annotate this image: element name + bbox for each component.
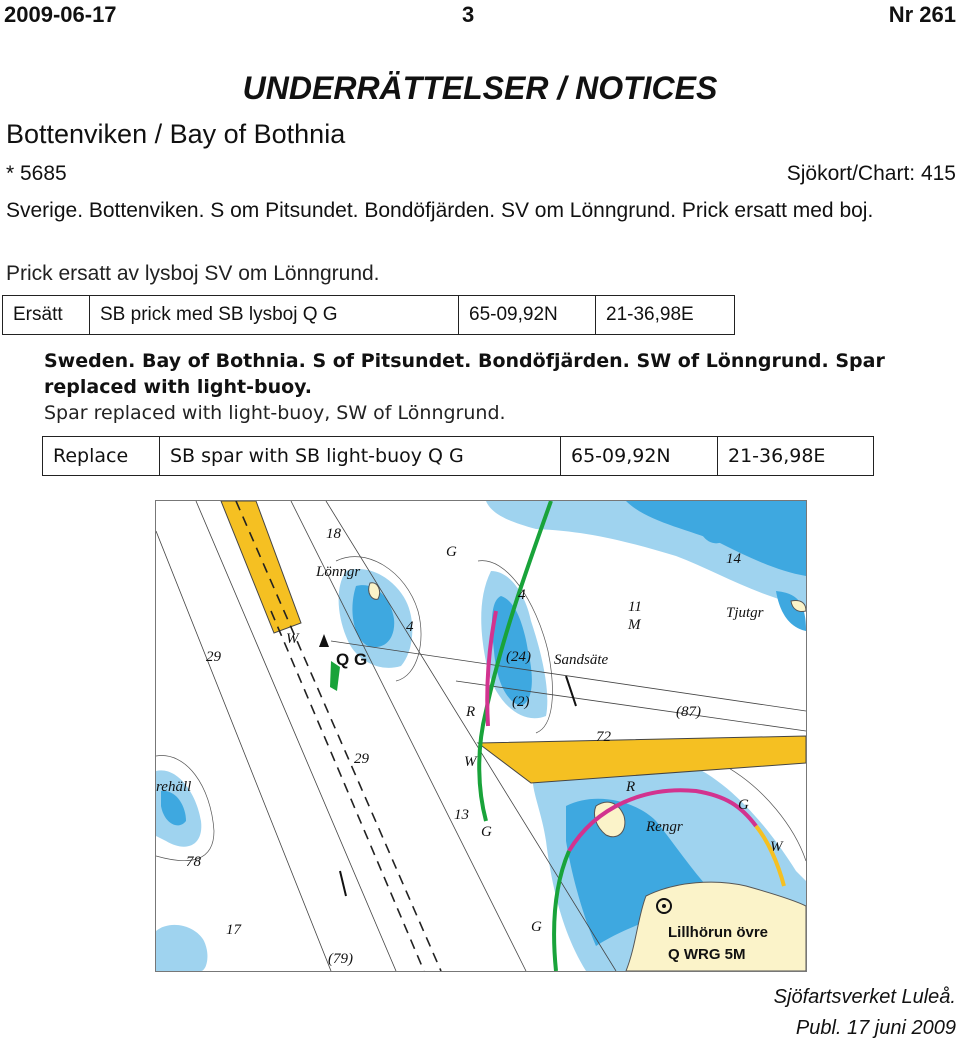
buoy-light-label: Q G (336, 650, 368, 669)
table-row (3, 296, 735, 335)
english-subheading: Spar replaced with light-buoy, SW of Lönngrund. (44, 402, 506, 424)
map-depth-label: (24) (506, 649, 531, 665)
map-depth-label: (87) (676, 704, 701, 720)
swedish-subheading: Prick ersatt av lysboj SV om Lönngrund. (6, 262, 380, 285)
sector-letter: G (738, 797, 749, 813)
lighthouse-name-label: Lillhörun övre (668, 924, 769, 941)
map-depth-label: 14 (726, 551, 741, 567)
sector-letter: G (446, 544, 457, 560)
map-depth-label: (79) (328, 951, 353, 967)
header-date: 2009-06-17 (4, 2, 117, 27)
chart-reference: Sjökort/Chart: 415 (786, 162, 956, 185)
map-place-label: Tjutgr (726, 605, 764, 621)
page-title: UNDERRÄTTELSER / NOTICES (242, 70, 718, 106)
table-row (43, 437, 874, 476)
map-depth-label: 4 (406, 619, 414, 635)
sector-letter: G (531, 919, 542, 935)
table-cell: 21-36,98E (718, 437, 874, 476)
swedish-table (2, 295, 735, 335)
map-depth-label: 72 (596, 729, 611, 745)
map-place-label: Rengr (646, 819, 683, 835)
sector-letter: R (466, 704, 476, 720)
swedish-heading: Sverige. Bottenviken. S om Pitsundet. Bondöfjärden. SV om Lönngrund. Prick ersatt med boj. (6, 199, 874, 222)
nautical-chart-excerpt (155, 500, 807, 972)
lighthouse-light-label: Q WRG 5M (668, 946, 746, 963)
publisher: Sjöfartsverket Luleå. (773, 986, 956, 1008)
map-depth-label: 18 (326, 526, 341, 542)
map-place-label: Lönngr (316, 564, 361, 580)
table-cell: 65-09,92N (459, 296, 596, 335)
table-cell: SB prick med SB lysboj Q G (90, 296, 459, 335)
sector-letter: W (464, 754, 477, 770)
map-place-label: rehäll (156, 779, 192, 795)
map-depth-label: (2) (512, 694, 530, 710)
notice-number: * 5685 (6, 162, 67, 185)
table-cell: 21-36,98E (596, 296, 735, 335)
map-depth-label: 17 (226, 922, 241, 938)
map-depth-label: 13 (454, 807, 469, 823)
table-cell: Replace (43, 437, 160, 476)
sector-letter: W (770, 839, 783, 855)
region-heading: Bottenviken / Bay of Bothnia (6, 119, 346, 149)
map-depth-label: 29 (354, 751, 369, 767)
sector-letter: R (626, 779, 636, 795)
header-page-number: 3 (462, 2, 475, 27)
table-cell: SB spar with SB light-buoy Q G (160, 437, 561, 476)
publication-date: Publ. 17 juni 2009 (795, 1017, 956, 1039)
map-depth-label: 11 (628, 599, 642, 615)
sector-letter: W (286, 631, 299, 647)
sector-letter: G (481, 824, 492, 840)
map-place-label: Sandsäte (554, 652, 609, 668)
map-depth-label: 78 (186, 854, 201, 870)
table-cell: Ersätt (3, 296, 90, 335)
map-depth-label: 29 (206, 649, 221, 665)
table-cell: 65-09,92N (561, 437, 718, 476)
english-heading: Sweden. Bay of Bothnia. S of Pitsundet. Bondöfjärden. SW of Lönngrund. Spar replaced with light-buoy. (44, 350, 885, 398)
header-issue-number: Nr 261 (888, 2, 956, 27)
map-label: M (628, 617, 641, 633)
english-table (42, 436, 874, 476)
map-depth-label: 4 (518, 587, 526, 603)
